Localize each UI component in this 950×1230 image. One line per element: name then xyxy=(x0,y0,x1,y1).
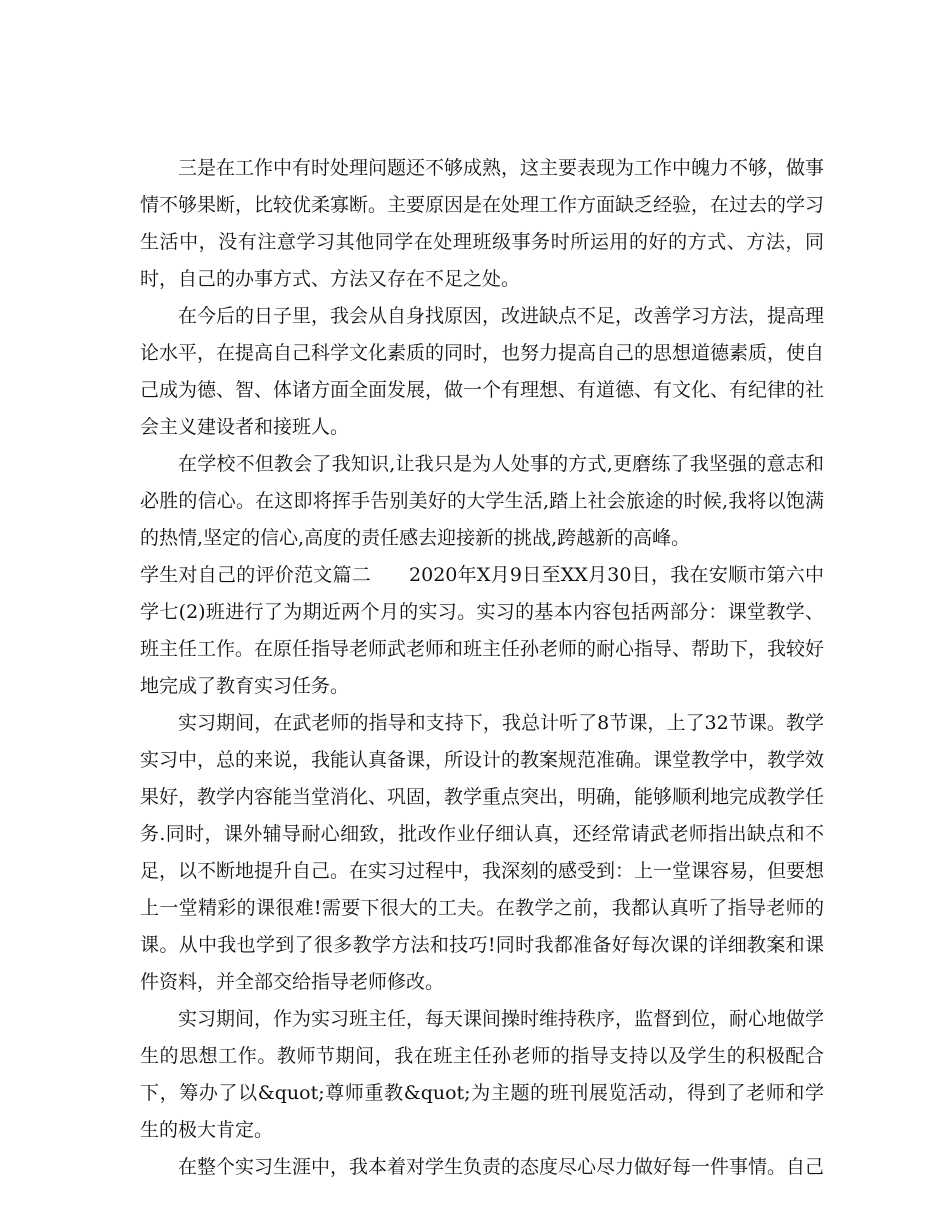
paragraph-4-text: 2020年X月9日至XX月30日，我在安顺市第六中学七(2)班进行了为期近两个月的实习。实习的基本内容包括两部分：课堂教学、班主任工作。在原任指导老师武老师和班主任孙老师的耐心指导、帮助下，我较好地完成了教育实习任务。 xyxy=(140,564,825,697)
paragraph-5: 实习期间，在武老师的指导和支持下，我总计听了8节课，上了32节课。教学实习中，总的来说，我能认真备课，所设计的教案规范准确。课堂教学中，教学效果好，教学内容能当堂消化、巩固，教学重点突出，明确，能够顺利地完成教学任务.同时，课外辅导耐心细致，批改作业仔细认真，还经常请武老师指出缺点和不足，以不断地提升自己。在实习过程中，我深刻的感受到：上一堂课容易，但要想上一堂精彩的课很难!需要下很大的工夫。在教学之前，我都认真听了指导老师的课。从中我也学到了很多教学方法和技巧!同时我都准备好每次课的详细教案和课件资料，并全部交给指导老师修改。 xyxy=(140,712,825,993)
paragraph-6: 实习期间，作为实习班主任，每天课间操时维持秩序，监督到位，耐心地做学生的思想工作。教师节期间，我在班主任孙老师的指导支持以及学生的积极配合下，筹办了以&quot;尊师重教&quot;为主题的班刊展览活动，得到了老师和学生的极大肯定。 xyxy=(140,1008,825,1141)
paragraph-3: 在学校不但教会了我知识,让我只是为人处事的方式,更磨练了我坚强的意志和必胜的信心。在这即将挥手告别美好的大学生活,踏上社会旅途的时候,我将以饱满的热情,坚定的信心,高度的责任感去迎接新的挑战,跨越新的高峰。 xyxy=(140,453,824,549)
section-heading: 学生对自己的评价范文篇二 xyxy=(140,564,372,586)
paragraph-2: 在今后的日子里，我会从自身找原因，改进缺点不足，改善学习方法，提高理论水平，在提高自己科学文化素质的同时，也努力提高自己的思想道德素质，使自己成为德、智、体诸方面全面发展，做一个有理想、有道德、有文化、有纪律的社会主义建设者和接班人。 xyxy=(140,305,825,438)
paragraph-1: 三是在工作中有时处理问题还不够成熟，这主要表现为工作中魄力不够，做事情不够果断，比较优柔寡断。主要原因是在处理工作方面缺乏经验，在过去的学习生活中，没有注意学习其他同学在处理班级事务时所运用的好的方式、方法，同时，自己的办事方式、方法又存在不足之处。 xyxy=(140,157,825,290)
document-body xyxy=(140,150,824,1186)
paragraph-4 xyxy=(140,557,824,705)
paragraph-7: 在整个实习生涯中，我本着对学生负责的态度尽心尽力做好每一件事情。自己 xyxy=(178,1156,825,1178)
